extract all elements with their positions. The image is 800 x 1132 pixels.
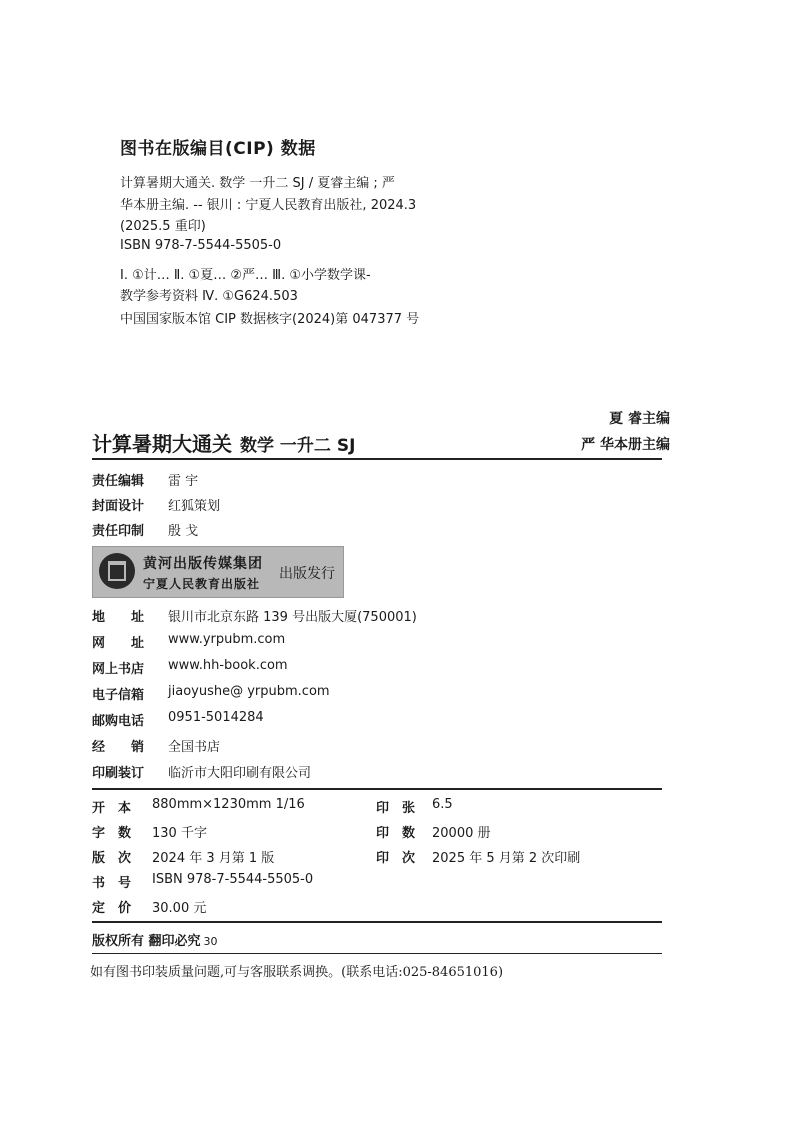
book-title bbox=[92, 428, 355, 457]
contact-value-bookstore: www.hh-book.com bbox=[168, 658, 288, 673]
volume-editor: 严 华本册主编 bbox=[581, 437, 670, 453]
contact-label-bookstore: 网上书店 bbox=[92, 662, 145, 677]
contact-label-distributor: 经 销 bbox=[92, 740, 145, 755]
cip-title: 图书在版编目(CIP) 数据 bbox=[120, 139, 316, 159]
cip-isbn: ISBN 978-7-5544-5505-0 bbox=[120, 238, 282, 253]
book-title-main: 计算暑期大通关 bbox=[92, 432, 232, 456]
quality-service-note: 如有图书印装质量问题,可与客服联系调换。(联系电话:025-84651016) bbox=[90, 965, 504, 980]
publisher-distribution: 出版发行 bbox=[279, 566, 335, 582]
spec-value-impression: 2025 年 5 月第 2 次印刷 bbox=[432, 851, 581, 866]
spec-value-sheets: 6.5 bbox=[432, 797, 453, 812]
cip-record-number: 中国国家版本馆 CIP 数据核字(2024)第 047377 号 bbox=[120, 312, 420, 327]
spec-label-format: 开 本 bbox=[92, 801, 132, 816]
chief-editor: 夏 睿主编 bbox=[609, 411, 670, 427]
spec-label-isbn: 书 号 bbox=[92, 876, 132, 891]
spec-label-impression: 印 次 bbox=[376, 851, 416, 866]
contact-label-website: 网 址 bbox=[92, 636, 145, 651]
cip-line-2: 华本册主编. -- 银川 : 宁夏人民教育出版社, 2024.3 bbox=[120, 198, 417, 213]
publisher-group-name: 黄河出版传媒集团 bbox=[143, 556, 263, 572]
spec-value-edition: 2024 年 3 月第 1 版 bbox=[152, 851, 275, 866]
staff-label-printing: 责任印制 bbox=[92, 524, 145, 539]
publisher-logo bbox=[92, 546, 344, 598]
contact-value-printer: 临沂市大阳印刷有限公司 bbox=[168, 766, 312, 781]
spec-label-price: 定 价 bbox=[92, 901, 132, 916]
spec-value-isbn: ISBN 978-7-5544-5505-0 bbox=[152, 872, 314, 887]
publisher-press-name: 宁夏人民教育出版社 bbox=[143, 577, 261, 591]
contact-value-phone: 0951-5014284 bbox=[168, 710, 264, 725]
cip-line-1: 计算暑期大通关. 数学 一升二 SJ / 夏睿主编 ; 严 bbox=[120, 176, 395, 191]
cip-classification-1: Ⅰ. ①计… Ⅱ. ①夏… ②严… Ⅲ. ①小学数学课- bbox=[120, 268, 371, 283]
spec-value-print-run: 20000 册 bbox=[432, 826, 491, 841]
spec-label-wordcount: 字 数 bbox=[92, 826, 132, 841]
staff-value-printing: 殷 戈 bbox=[168, 524, 199, 539]
spec-label-edition: 版 次 bbox=[92, 851, 132, 866]
spec-label-print-run: 印 数 bbox=[376, 826, 416, 841]
cip-classification-2: 教学参考资料 Ⅳ. ①G624.503 bbox=[120, 289, 298, 304]
contact-value-email: jiaoyushe@ yrpubm.com bbox=[168, 684, 330, 699]
staff-label-cover: 封面设计 bbox=[92, 499, 145, 514]
spec-value-wordcount: 130 千字 bbox=[152, 826, 207, 841]
spec-value-format: 880mm×1230mm 1/16 bbox=[152, 797, 305, 812]
book-title-subtitle: 数学 一升二 SJ bbox=[240, 436, 356, 456]
copyright-notice bbox=[92, 930, 218, 949]
staff-label-editor: 责任编辑 bbox=[92, 474, 145, 489]
copyright-text: 版权所有 翻印必究 bbox=[92, 934, 201, 949]
spec-label-sheets: 印 张 bbox=[376, 801, 416, 816]
staff-value-editor: 雷 宇 bbox=[168, 474, 199, 489]
cip-line-3: (2025.5 重印) bbox=[120, 219, 206, 234]
specs-divider-top bbox=[92, 788, 662, 790]
contact-value-distributor: 全国书店 bbox=[168, 740, 221, 755]
contact-label-address: 地 址 bbox=[92, 610, 145, 625]
title-divider bbox=[92, 458, 662, 460]
contact-label-email: 电子信箱 bbox=[92, 688, 145, 703]
publisher-emblem-icon bbox=[99, 553, 135, 589]
contact-label-phone: 邮购电话 bbox=[92, 714, 145, 729]
spec-value-price: 30.00 元 bbox=[152, 901, 207, 916]
footer-divider bbox=[92, 953, 662, 954]
contact-value-address: 银川市北京东路 139 号出版大厦(750001) bbox=[168, 610, 417, 625]
contact-value-website: www.yrpubm.com bbox=[168, 632, 286, 647]
copyright-code: 30 bbox=[203, 935, 218, 948]
staff-value-cover: 红狐策划 bbox=[168, 499, 221, 514]
contact-label-printer: 印刷装订 bbox=[92, 766, 145, 781]
specs-divider-bottom bbox=[92, 921, 662, 923]
